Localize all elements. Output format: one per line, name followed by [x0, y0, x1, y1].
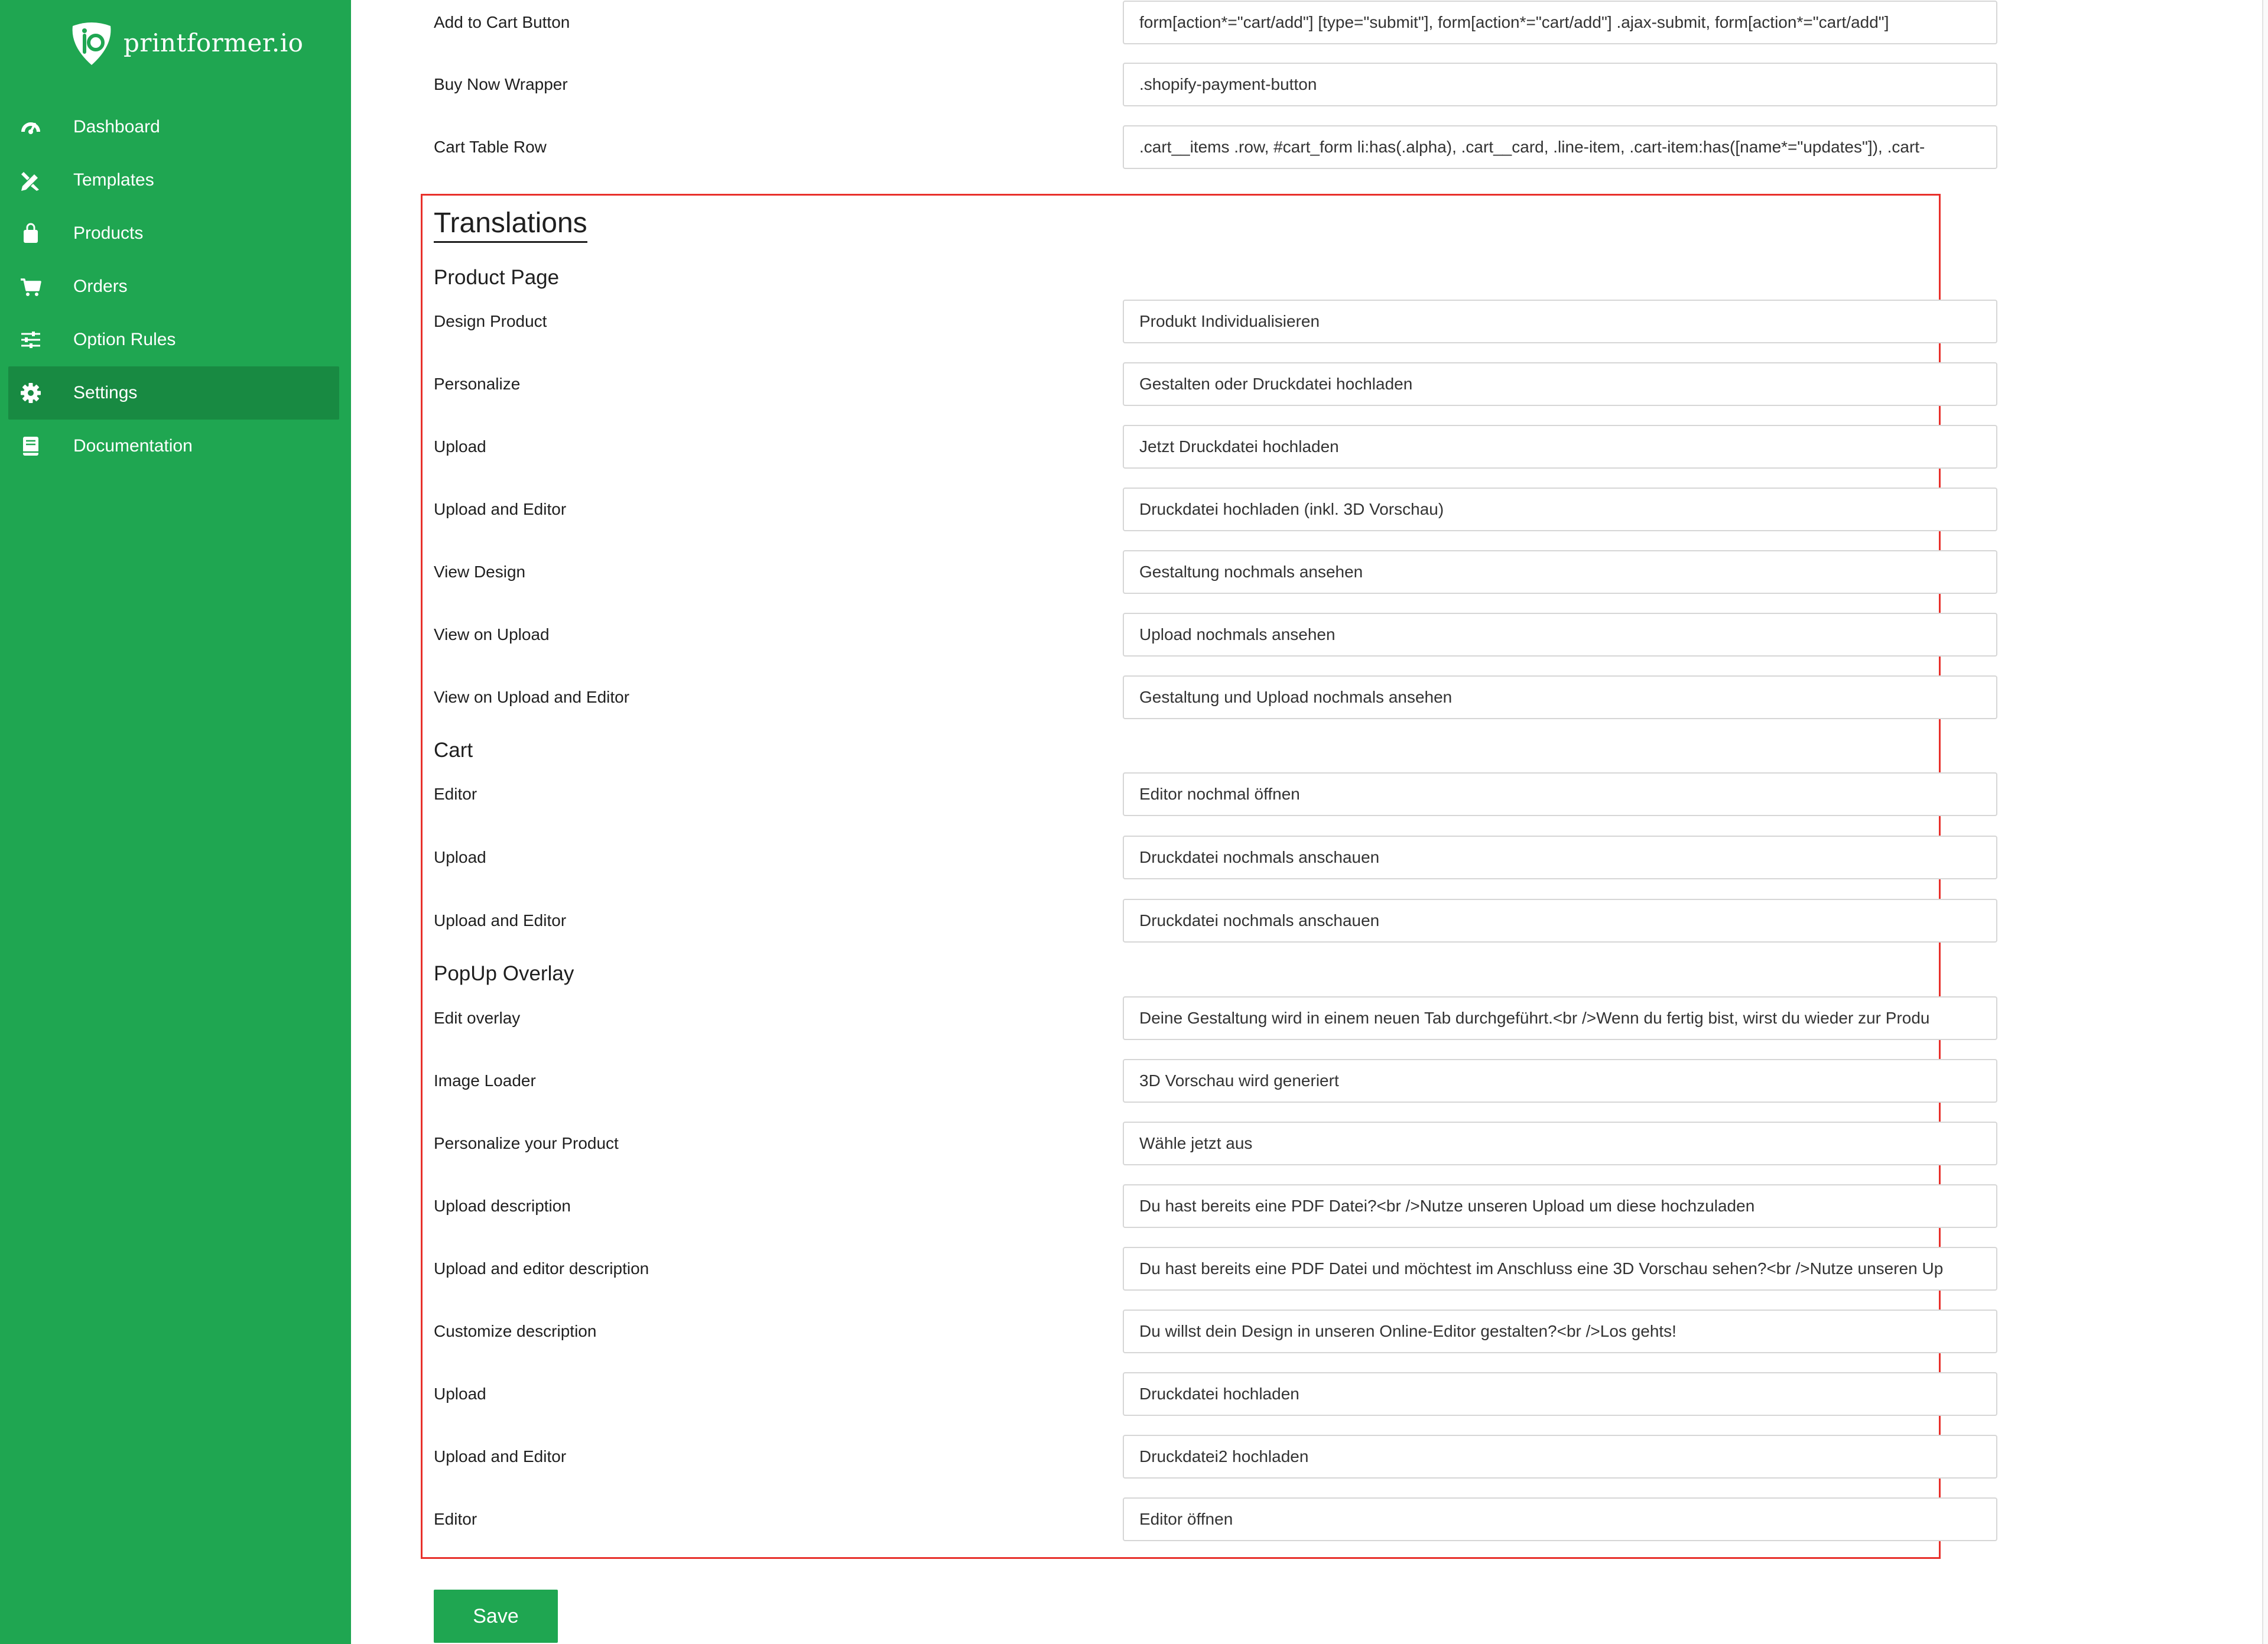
sidebar-item-label: Documentation — [73, 436, 193, 456]
cart-icon — [19, 275, 43, 298]
view-design-input[interactable] — [1123, 550, 1997, 594]
translation-row — [434, 1059, 1970, 1103]
translation-row — [434, 772, 1970, 816]
setting-row-cart-table-row — [434, 125, 1970, 169]
upload-description-input[interactable] — [1123, 1184, 1997, 1228]
translation-row — [434, 550, 1970, 594]
translation-row — [434, 1435, 1970, 1479]
translation-row — [434, 300, 1970, 343]
view-on-upload-input[interactable] — [1123, 613, 1997, 657]
popup-overlay-heading: PopUp Overlay — [434, 962, 574, 985]
field-label: Personalize — [434, 375, 521, 393]
translation-row — [434, 836, 1970, 879]
personalize-your-product-input[interactable] — [1123, 1122, 1997, 1165]
field-label: Upload — [434, 437, 486, 456]
printformer-logo-icon — [68, 18, 115, 68]
field-label: Customize description — [434, 1322, 597, 1340]
field-label: Add to Cart Button — [434, 13, 570, 31]
sidebar-item-label: Orders — [73, 277, 128, 296]
cart-heading: Cart — [434, 739, 473, 762]
sidebar-item-templates[interactable] — [8, 154, 339, 207]
field-label: Upload and Editor — [434, 500, 567, 518]
field-label: Upload — [434, 1385, 486, 1403]
dashboard-icon — [19, 115, 43, 139]
field-label: Upload and Editor — [434, 911, 567, 930]
translation-row — [434, 613, 1970, 657]
upload-and-editor-description-input[interactable] — [1123, 1247, 1997, 1291]
translation-row — [434, 1372, 1970, 1416]
main-content — [351, 0, 2268, 1644]
sidebar-nav — [8, 100, 339, 473]
pencil-ruler-icon — [19, 168, 43, 192]
design-product-input[interactable] — [1123, 300, 1997, 343]
logo[interactable] — [68, 18, 303, 68]
sidebar-item-label: Settings — [73, 383, 138, 402]
translation-row — [434, 1247, 1970, 1291]
translation-row — [434, 1497, 1970, 1541]
setting-row-buy-now — [434, 63, 1970, 106]
sidebar-item-documentation[interactable] — [8, 420, 339, 473]
translation-row — [434, 425, 1970, 469]
translations-title: Translations — [434, 207, 587, 243]
field-label: Personalize your Product — [434, 1134, 619, 1152]
save-button[interactable]: Save — [434, 1590, 558, 1643]
translation-row — [434, 675, 1970, 719]
popup-upload-input[interactable] — [1123, 1372, 1997, 1416]
popup-upload-and-editor-input[interactable] — [1123, 1435, 1997, 1479]
translation-row — [434, 1122, 1970, 1165]
translation-row — [434, 362, 1970, 406]
sidebar-item-label: Templates — [73, 170, 154, 190]
upload-and-editor-input[interactable] — [1123, 488, 1997, 531]
sidebar-item-products[interactable] — [8, 207, 339, 260]
view-on-upload-and-editor-input[interactable] — [1123, 675, 1997, 719]
sidebar-item-label: Dashboard — [73, 117, 160, 137]
field-label: Upload — [434, 848, 486, 866]
gear-icon — [19, 381, 43, 405]
sidebar-item-label: Option Rules — [73, 330, 176, 349]
cart-upload-input[interactable] — [1123, 836, 1997, 879]
edit-overlay-input[interactable] — [1123, 996, 1997, 1040]
buy-now-selector-input[interactable] — [1123, 63, 1997, 106]
field-label: Upload and editor description — [434, 1259, 649, 1278]
upload-input[interactable] — [1123, 425, 1997, 469]
translation-row — [434, 996, 1970, 1040]
sidebar-item-option-rules[interactable] — [8, 313, 339, 366]
field-label: View on Upload — [434, 625, 550, 644]
field-label: View Design — [434, 563, 526, 581]
sidebar-item-settings[interactable] — [8, 366, 339, 420]
cart-row-selector-input[interactable] — [1123, 125, 1997, 169]
sidebar-item-dashboard[interactable] — [8, 100, 339, 154]
field-label: Design Product — [434, 312, 547, 330]
field-label: Editor — [434, 1510, 477, 1528]
sidebar-item-orders[interactable] — [8, 260, 339, 313]
cart-editor-input[interactable] — [1123, 772, 1997, 816]
book-icon — [19, 434, 43, 458]
popup-editor-input[interactable] — [1123, 1497, 1997, 1541]
brand-name: printformer.io — [124, 28, 304, 57]
customize-description-input[interactable] — [1123, 1310, 1997, 1353]
field-label: Upload and Editor — [434, 1447, 567, 1466]
shopping-bag-icon — [19, 222, 43, 245]
field-label: Upload description — [434, 1197, 571, 1215]
field-label: Editor — [434, 785, 477, 803]
field-label: Cart Table Row — [434, 138, 547, 156]
setting-row-add-to-cart — [434, 1, 1970, 44]
translation-row — [434, 488, 1970, 531]
cart-upload-and-editor-input[interactable] — [1123, 899, 1997, 943]
sidebar — [0, 0, 351, 1644]
translation-row — [434, 1184, 1970, 1228]
field-label: View on Upload and Editor — [434, 688, 630, 706]
sidebar-item-label: Products — [73, 223, 144, 243]
field-label: Buy Now Wrapper — [434, 75, 568, 93]
translation-row — [434, 1310, 1970, 1353]
page-scrollbar[interactable] — [2262, 0, 2268, 1644]
field-label: Image Loader — [434, 1071, 536, 1090]
product-page-heading: Product Page — [434, 266, 560, 289]
translation-row — [434, 899, 1970, 943]
sliders-icon — [19, 328, 43, 352]
personalize-input[interactable] — [1123, 362, 1997, 406]
field-label: Edit overlay — [434, 1009, 521, 1027]
image-loader-input[interactable] — [1123, 1059, 1997, 1103]
add-to-cart-selector-input[interactable] — [1123, 1, 1997, 44]
